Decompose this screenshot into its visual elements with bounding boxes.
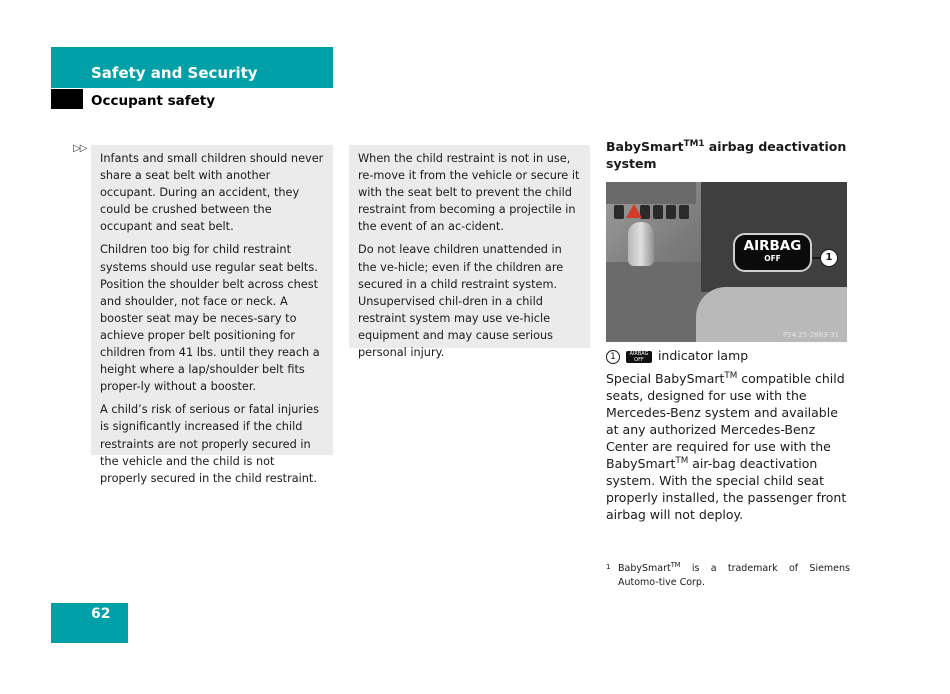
console-panel <box>606 262 701 342</box>
warning-paragraph: A child’s risk of serious or fatal injuries is significantly increased if the child restraints are not properly secured in the vehicle and the child is not properly secured in the child restraint. <box>100 403 319 485</box>
airbag-off-indicator-icon: AIRBAG OFF <box>733 233 812 272</box>
gear-shifter <box>628 222 654 266</box>
warning-paragraph: Infants and small children should never share a seat belt with another occupant. During an accident, they could be crushed between the occupant and seat belt. <box>100 152 324 234</box>
indicator-legend <box>606 347 748 364</box>
warning-paragraph: When the child restraint is not in use, re-move it from the vehicle or secure it with the seat belt to prevent the child restraint from becoming a projectile in the event of an ac-cident. <box>358 152 580 234</box>
section-title: Safety and Security <box>91 64 258 82</box>
callout-number: 1 <box>820 249 838 267</box>
right-column <box>606 138 850 172</box>
console-top <box>606 182 696 204</box>
subsection-title: Occupant safety <box>91 93 216 109</box>
warning-box-1 <box>91 145 333 485</box>
image-code: P54.25-2883-31 <box>782 331 839 339</box>
center-console-photo <box>606 182 847 342</box>
circled-number: 1 <box>606 350 620 364</box>
warning-paragraph: Do not leave children unattended in the ve-hicle; even if the children are secured in a child restraint system. Unsupervised chil-dren in a child restraint system may use ve-hicle equipment and may cause serious personal injury. <box>358 243 564 360</box>
page-number-box <box>51 603 128 643</box>
subsection-marker <box>51 89 83 109</box>
continuation-mark: ▷▷ <box>73 143 87 154</box>
hazard-warning-icon <box>626 204 642 218</box>
warning-box-2 <box>349 145 590 360</box>
indicator-text: indicator lamp <box>653 348 749 363</box>
footnote-mark: 1 <box>606 563 611 571</box>
footnote: 1 BabySmart™ is a trademark of Siemens Automo-tive Corp. <box>606 560 850 588</box>
body-text: Special BabySmart™ compatible child seats, designed for use with the Mercedes-Benz system and available at any authorized Mercedes-Benz Center are required for use with the BabySmart™ air-bag deactivation system. With the special child seat properly installed, the passenger front airbag will not deploy. <box>606 370 847 522</box>
airbag-off-mini-icon: AIRBAG OFF <box>626 351 652 363</box>
page-number: 62 <box>91 606 111 622</box>
warning-paragraph: Children too big for child restraint systems should use regular seat belts. Position the shoulder belt across chest and shoulder, not face or neck. A booster seat may be neces-sary to achieve proper belt positioning for children from 41 lbs. until they reach a height where a lap/shoulder belt fits proper-ly without a booster. <box>100 243 320 394</box>
babysmart-heading: BabySmart$^{TM1}$ airbag deactivation system <box>606 138 847 171</box>
